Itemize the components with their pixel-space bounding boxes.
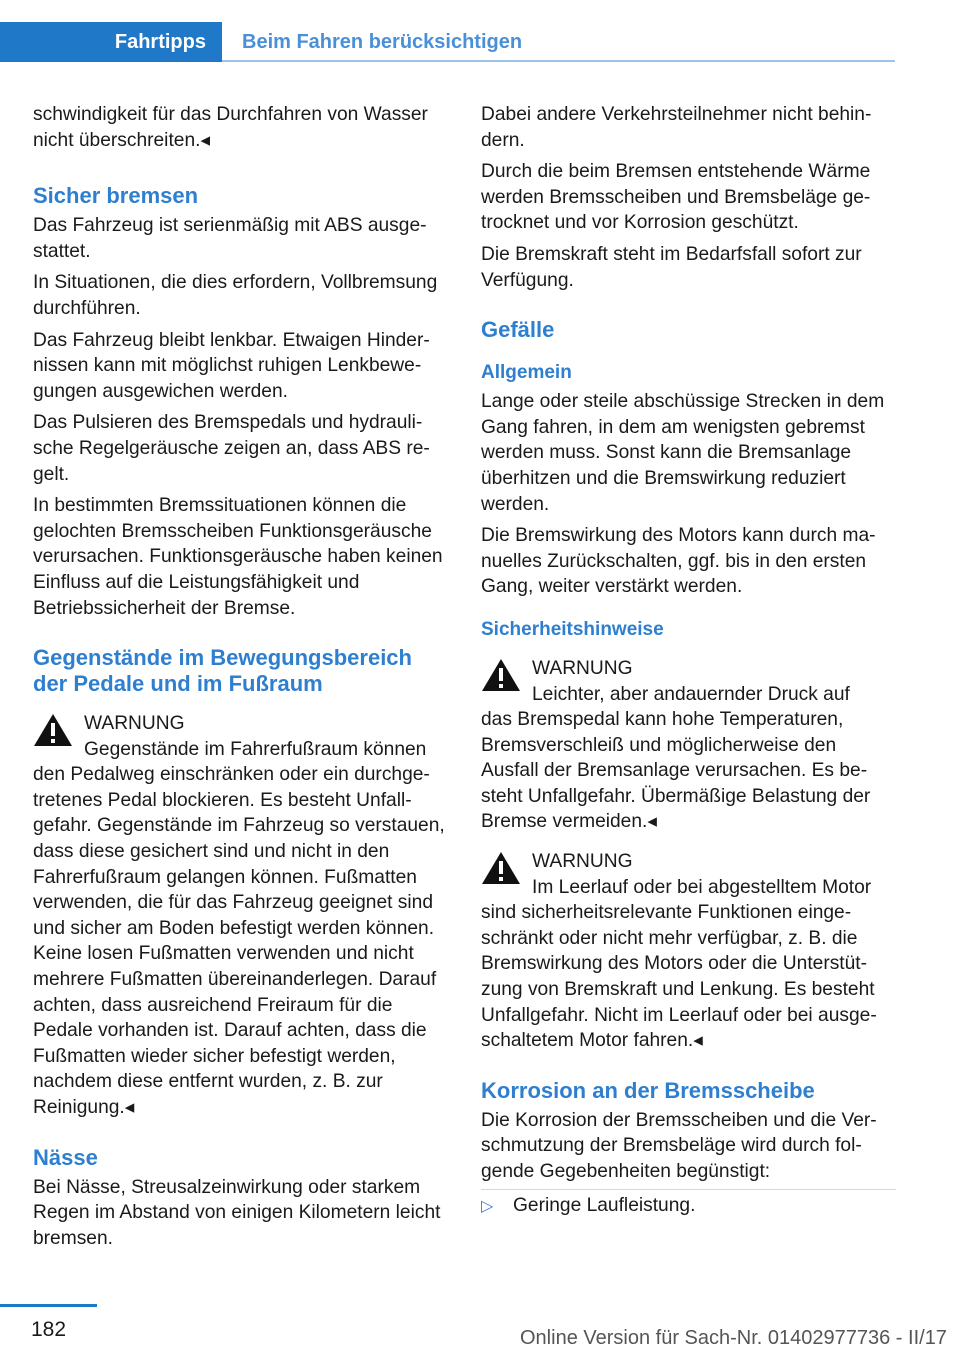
left-column: [33, 102, 448, 1257]
paragraph: Die Bremskraft steht im Bedarfsfall sofort zur Verfügung.: [481, 243, 862, 291]
warning-triangle-icon: [481, 851, 521, 885]
paragraph: Das Fahrzeug ist serienmäßig mit ABS ausgestattet.: [33, 215, 427, 262]
warning-text: das Bremspedal kann hohe Temperaturen, Bremsverschleiß und möglicherweise den Ausfall der Bremsanlage verursachen. Es besteht Unfallgefahr. Übermäßige Belastung der Bremse vermeiden.◂: [481, 709, 871, 833]
footer-rule: [0, 1304, 97, 1307]
heading-gegenstaende: Gegenstände im Bewegungsbereich der Pedale und im Fußraum: [33, 645, 412, 697]
warning-label: WARNUNG: [532, 657, 633, 679]
section-tab: Fahrtipps: [0, 22, 222, 62]
page-number: 182: [30, 1318, 67, 1341]
paragraph: Durch die beim Bremsen entstehende Wärme werden Bremsscheiben und Bremsbeläge getrocknet und vor Korrosion geschützt.: [481, 161, 871, 234]
paragraph: Das Pulsieren des Bremspedals und hydraulische Regelgeräusche zeigen an, dass ABS regelt.: [33, 412, 430, 485]
subheading-sicherheitshinweise: Sicherheitshinweise: [481, 618, 664, 640]
list-item: [481, 1193, 896, 1219]
heading-korrosion: Korrosion an der Bremsscheibe: [481, 1077, 815, 1103]
heading-gefaelle: Gefälle: [481, 317, 555, 343]
heading-sicher-bremsen: Sicher bremsen: [33, 183, 199, 209]
online-version-note: Online Version für Sach-Nr. 01402977736 - II/17: [520, 1327, 947, 1349]
header-rule: [222, 60, 895, 62]
bullet-triangle-icon: ▷: [481, 1197, 494, 1215]
warning-text-first: Leichter, aber andauernder Druck auf: [532, 683, 850, 705]
warning-box: [33, 711, 448, 1121]
paragraph: Die Korrosion der Bremsscheiben und die Verschmutzung der Bremsbeläge wird durch folgende Gegebenheiten begünstigt:: [481, 1109, 877, 1182]
warning-text-first: Im Leerlauf oder bei abgestelltem Motor: [532, 876, 872, 898]
paragraph: In bestimmten Bremssituationen können die gelochten Bremsscheiben Funktionsgeräusche verursachen. Funktionsgeräusche haben keinen Einfluss auf die Leistungsfähigkeit und Betriebssicherheit der Bremse.: [33, 495, 443, 619]
paragraph: Dabei andere Verkehrsteilnehmer nicht behindern.: [481, 104, 872, 151]
list-separator: [481, 1189, 896, 1190]
warning-text: den Pedalweg einschränken oder ein durchgetretenes Pedal blockieren. Es besteht Unfallgefahr. Gegenstände im Fahrzeug so verstauen, dass diese gesichert sind und nicht in den Fahrerfußraum gelangen können. Fußmatten verwenden, die für das Fahrzeug geeignet sind und sicher am Boden befestigt werden können. Keine losen Fußmatten verwenden und nicht mehrere Fußmatten übereinanderlegen. Darauf achten, dass ausreichend Freiraum für die Pedale vorhanden ist. Darauf achten, dass die Fußmatten wieder sicher befestigt werden, nachdem diese entfernt wurden, z. B. zur Reinigung.◂: [33, 764, 445, 1118]
warning-triangle-icon: [481, 658, 521, 692]
warning-text-first: Gegenstände im Fahrerfußraum können: [84, 738, 427, 760]
paragraph: Bei Nässe, Streusalzeinwirkung oder starkem Regen im Abstand von einigen Kilometern leicht bremsen.: [33, 1176, 441, 1249]
paragraph: Die Bremswirkung des Motors kann durch manuelles Zurückschalten, ggf. bis in den ersten Gang, weiter verstärkt werden.: [481, 525, 876, 598]
page-header: [0, 0, 895, 62]
paragraph: In Situationen, die dies erfordern, Vollbremsung durchführen.: [33, 272, 438, 319]
warning-box: [481, 656, 896, 835]
list-item-text: Geringe Laufleistung.: [513, 1194, 696, 1216]
paragraph: Das Fahrzeug bleibt lenkbar. Etwaigen Hindernissen kann mit möglichst ruhigen Lenkbewegungen ausgewichen werden.: [33, 329, 430, 402]
subsection-tab: Beim Fahren berücksichtigen: [242, 30, 523, 53]
right-column: [481, 102, 896, 1218]
heading-naesse: Nässe: [33, 1144, 98, 1170]
warning-text: sind sicherheitsrelevante Funktionen eingeschränkt oder nicht mehr verfügbar, z. B. die Bremswirkung des Motors oder die Unterstützung von Bremskraft und Lenkung. Es besteht Unfallgefahr. Nicht im Leerlauf oder bei ausgeschaltetem Motor fahren.◂: [481, 902, 877, 1052]
warning-triangle-icon: [33, 713, 73, 747]
warning-box: [481, 849, 896, 1054]
intro-paragraph: schwindigkeit für das Durchfahren von Wasser nicht überschreiten.◂: [33, 104, 428, 151]
subheading-allgemein: Allgemein: [481, 362, 572, 384]
paragraph: Lange oder steile abschüssige Strecken in dem Gang fahren, in dem am wenigsten gebremst werden muss. Sonst kann die Bremsanlage überhitzen und die Bremswirkung reduziert werden.: [481, 391, 885, 515]
warning-label: WARNUNG: [84, 713, 185, 735]
warning-label: WARNUNG: [532, 851, 633, 873]
